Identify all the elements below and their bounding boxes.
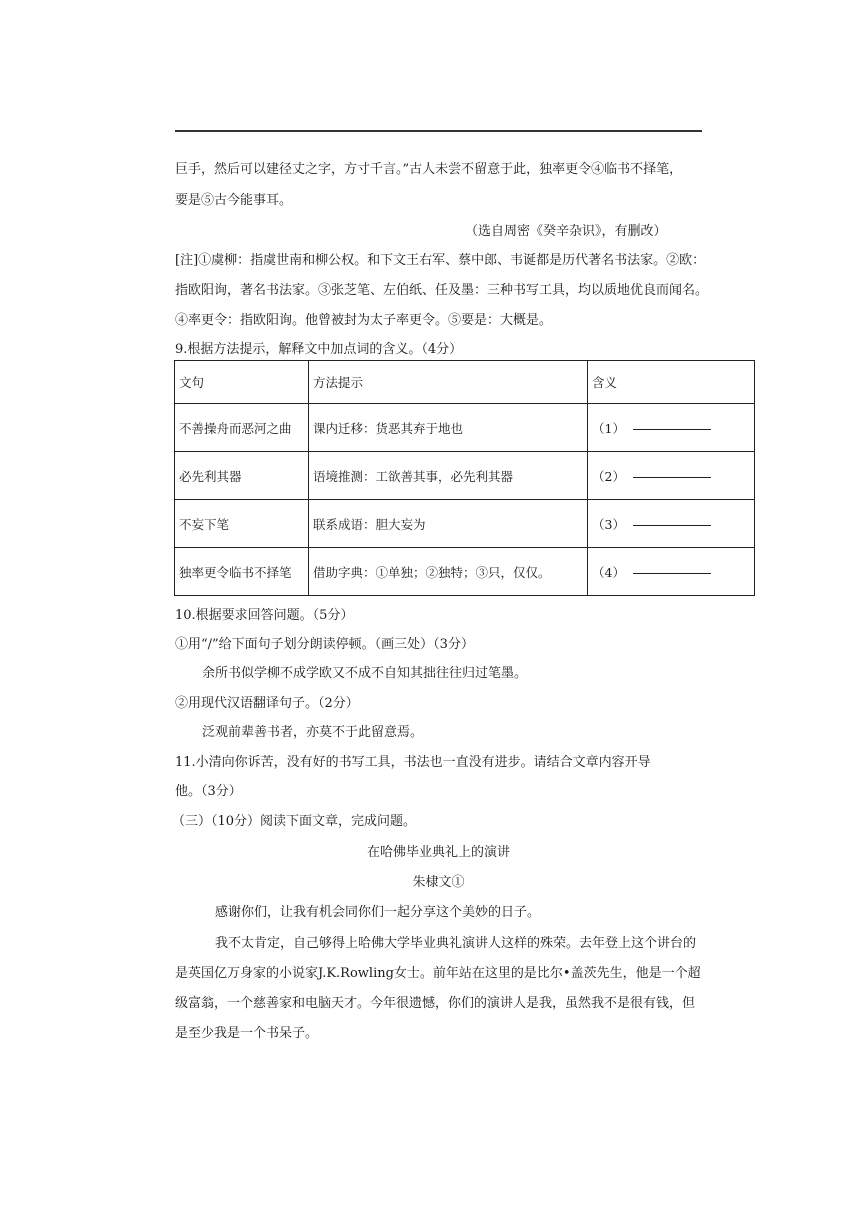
answer-blank[interactable]	[633, 524, 711, 526]
cell-method: 课内迁移：货恶其弃于地也	[309, 404, 588, 452]
cell-sentence: 不妄下笔	[175, 500, 309, 548]
question-10-2-text: 泛观前辈善书者，亦莫不于此留意焉。	[202, 725, 424, 740]
cell-method: 借助字典：①单独；②独特；③只，仅仅。	[309, 548, 588, 596]
answer-blank[interactable]	[633, 572, 711, 574]
cell-meaning	[588, 404, 755, 452]
paragraph-2-line: 级富翁，一个慈善家和电脑天才。今年很遗憾，你们的演讲人是我，虽然我不是很有钱，但	[175, 996, 696, 1011]
table-header-row	[175, 361, 755, 404]
cell-method: 语境推测：工欲善其事，必先利其器	[309, 452, 588, 500]
header-sentence: 文句	[175, 361, 309, 404]
section-3-heading: （三）（10分）阅读下面文章，完成问题。	[172, 814, 417, 829]
note-line: ④率更令：指欧阳询。他曾被封为太子率更令。⑤要是：大概是。	[175, 313, 553, 328]
note-line: [注]①虞柳：指虞世南和柳公权。和下文王右军、蔡中郎、韦诞都是历代著名书法家。②欧：	[175, 253, 706, 268]
question-11-cont: 他。（3分）	[175, 784, 242, 799]
paragraph-2-line: 我不太肯定，自己够得上哈佛大学毕业典礼演讲人这样的殊荣。去年登上这个讲台的	[215, 936, 697, 951]
table-row	[175, 452, 755, 500]
question-10-1-text: 余所书似学柳不成学欧又不成不自知其拙往往归过笔墨。	[202, 666, 528, 681]
source-citation: （选自周密《癸辛杂识》，有删改）	[465, 224, 667, 239]
answer-blank[interactable]	[633, 476, 711, 478]
article-author: 朱棣文①	[412, 875, 465, 890]
cell-meaning	[588, 548, 755, 596]
paragraph-2-line: 是至少我是一个书呆子。	[175, 1026, 319, 1041]
paragraph-2-line: 是英国亿万身家的小说家J.K.Rowling女士。前年站在这里的是比尔•盖茨先生，他是一个超	[175, 966, 701, 981]
answer-number: （1）	[592, 420, 625, 436]
question-11: 11.小清向你诉苦，没有好的书写工具，书法也一直没有进步。请结合文章内容开导	[175, 755, 651, 770]
answer-number: （4）	[592, 564, 625, 580]
header-meaning: 含义	[588, 361, 755, 404]
note-line: 指欧阳询，著名书法家。③张芝笔、左伯纸、任及墨：三种书写工具，均以质地优良而闻名。	[175, 283, 709, 298]
cell-meaning	[588, 500, 755, 548]
cell-sentence: 不善操舟而恶河之曲	[175, 404, 309, 452]
question-10: 10.根据要求回答问题。（5分）	[175, 608, 354, 623]
paragraph-1: 感谢你们，让我有机会同你们一起分享这个美妙的日子。	[215, 905, 541, 920]
cell-sentence: 必先利其器	[175, 452, 309, 500]
cell-sentence: 独率更令临书不择笔	[175, 548, 309, 596]
question-9: 9.根据方法提示，解释文中加点词的含义。（4分）	[175, 342, 463, 357]
answer-blank[interactable]	[633, 428, 711, 430]
question-9-table	[174, 360, 755, 596]
question-10-2: ②用现代汉语翻译句子。（2分）	[175, 696, 359, 711]
table-row	[175, 404, 755, 452]
table-row	[175, 500, 755, 548]
table-row	[175, 548, 755, 596]
text-line: 巨手，然后可以建径丈之字，方寸千言。”古人未尝不留意于此，独率更令④临书不择笔，	[175, 162, 683, 177]
article-title: 在哈佛毕业典礼上的演讲	[366, 845, 510, 860]
answer-number: （2）	[592, 468, 625, 484]
question-10-1: ①用“/”给下面句子划分朗读停顿。（画三处）（3分）	[175, 637, 474, 652]
cell-meaning	[588, 452, 755, 500]
text-line: 要是⑤古今能事耳。	[175, 193, 293, 208]
top-rule	[175, 130, 702, 132]
answer-number: （3）	[592, 516, 625, 532]
header-method: 方法提示	[309, 361, 588, 404]
cell-method: 联系成语：胆大妄为	[309, 500, 588, 548]
